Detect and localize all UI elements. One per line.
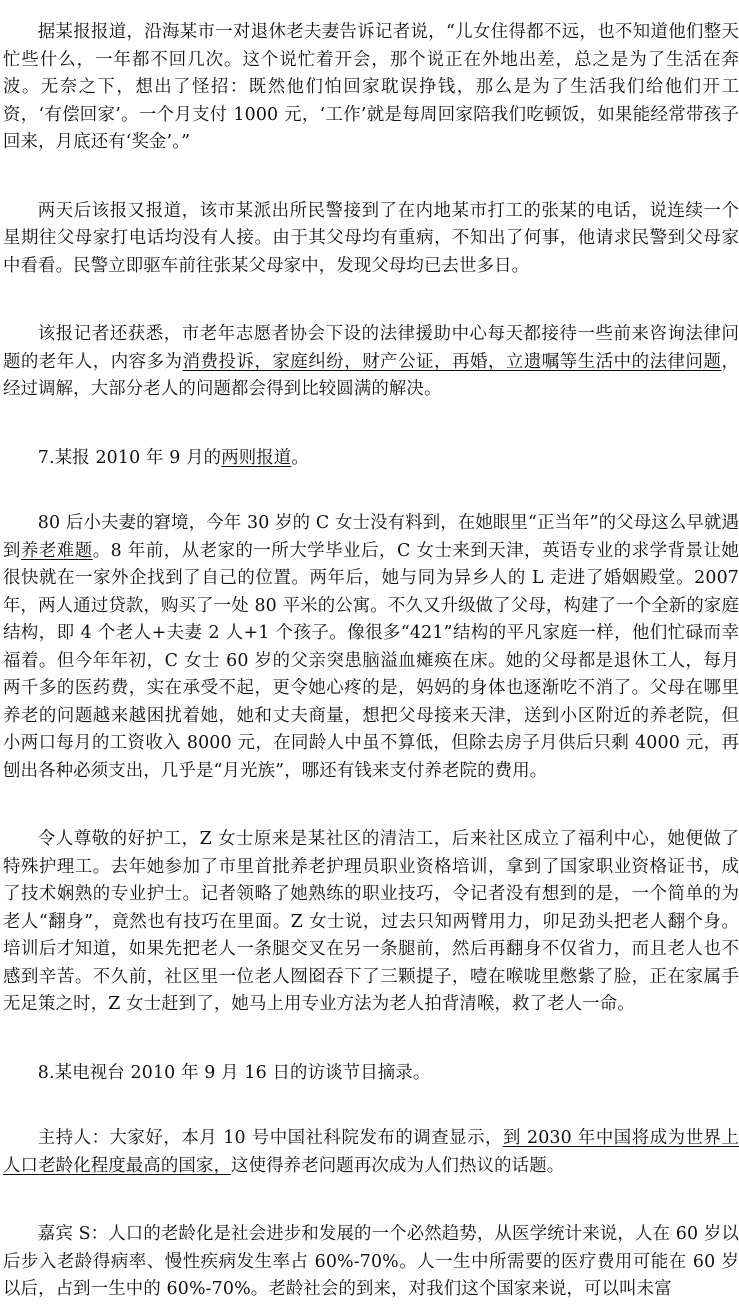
paragraph-5-text-b: 。8 年前，从老家的一所大学毕业后，C 女士来到天津，英语专业的求学背景让她很快就在一家外企找到了自己的位置。两年后，她与同为异乡人的 L 走进了婚姻殿堂。2007 年，两人通过贷款，购买了一处 80 平米的公寓。不久又升级做了父母，构建了一个全新的家庭结构，即 4 个老人+夫妻 2 人+1 个孩子。像很多“421”结构的平凡家庭一样，他们忙碌而幸福着。但今年年初，C 女士 60 岁的父亲突患脑溢血瘫痪在床。她的父母都是退休工人，每月两千多的医药费，实在承受不起，更令她心疼的是，妈妈的身体也逐渐吃不消了。父母在哪里养老的问题越来越困扰着她，她和丈夫商量，想把父母接来天津，送到小区附近的养老院，但小两口每月的工资收入 8000 元，在同龄人中虽不算低，但除去房子月供后只剩 4000 元，再刨出各种必须支出，几乎是“月光族”，哪还有钱来支付养老院的费用。 <box>3 540 739 781</box>
paragraph-3 <box>3 321 739 404</box>
paragraph-2: 两天后该报又报道，该市某派出所民警接到了在内地某市打工的张某的电话，说连续一个星期往父母家打电话均没有人接。由于其父母均有重病，不知出了何事，他请求民警到父母家中看看。民警立即驱车前往张某父母家中，发现父母均已去世多日。 <box>3 200 739 276</box>
section-7-underlined: 两则报道 <box>221 447 292 468</box>
paragraph-5-underlined: 养老难题 <box>20 540 93 561</box>
paragraph-9: 嘉宾 S：人口的老龄化是社会进步和发展的一个必然趋势，从医学统计来说，人在 60 岁以后步入老龄得病率、慢性疾病发生率占 60%-70%。人一生中所需要的医疗费用可能在 60 岁以后，占到一生中的 60%-70%。老龄社会的到来，对我们这个国家来说，可以叫未富 <box>3 1224 739 1299</box>
paragraph-3-text-b: ，经过调解，大部分老人的问题都会得到比较圆满的解决。 <box>3 351 739 399</box>
paragraph-3-underlined: 消费投诉，家庭纠纷，财产公证，再婚，立遗嘱等生活中的法律问题 <box>182 351 722 372</box>
paragraph-3-text-a: 该报记者还获悉，市老年志愿者协会下设的法律援助中心每天都接待一些前来咨询法律问题的老年人，内容多为 <box>3 324 739 372</box>
paragraph-5 <box>3 510 739 785</box>
paragraph-1: 据某报报道，沿海某市一对退休老夫妻告诉记者说，“儿女住得都不远，也不知道他们整天忙些什么，一年都不回几次。这个说忙着开会，那个说正在外地出差，总之是为了生活在奔波。无奈之下，想出了怪招：既然他们怕回家耽误挣钱，那么是为了生活我们给他们开工资，‘有偿回家’。一个月支付 1000 元，‘工作’就是每周回家陪我们吃顿饭，如果能经常带孩子回来，月底还有‘奖金’。” <box>3 22 739 152</box>
paragraph-8-underlined: 到 2030 年中国将成为世界上人口老龄化程度最高的国家， <box>3 1128 739 1176</box>
paragraph-6: 令人尊敬的好护工，Z 女士原来是某社区的清洁工，后来社区成立了福利中心，她便做了特殊护理工。去年她参加了市里首批养老护理员职业资格培训，拿到了国家职业资格证书，成了技术娴熟的专业护士。记者领略了她熟练的职业技巧，令记者没有想到的是，一个简单的为老人“翻身”，竟然也有技巧在里面。Z 女士说，过去只知两臂用力，卯足劲头把老人翻个身。培训后才知道，如果先把老人一条腿交叉在另一条腿前，然后再翻身不仅省力，而且老人也不感到辛苦。不久前，社区里一位老人囫囵吞下了三颗提子，噎在喉咙里憋紫了脸，正在家属手无足策之时，Z 女士赶到了，她马上用专业方法为老人拍背清喉，救了老人一命。 <box>3 829 739 1014</box>
section-8-heading: 8.某电视台 2010 年 9 月 16 日的访谈节目摘录。 <box>37 1062 431 1083</box>
paragraph-8-text-a: 主持人：大家好，本月 10 号中国社科院发布的调查显示， <box>37 1128 503 1148</box>
paragraph-8-text-b: 这使得养老问题再次成为人们热议的话题。 <box>231 1155 565 1176</box>
paragraph-8 <box>3 1125 739 1180</box>
section-7-heading <box>3 445 739 473</box>
section-7-text-b: 。 <box>291 447 309 468</box>
section-7-text-a: 7.某报 2010 年 9 月的 <box>37 447 222 468</box>
paragraph-5-text-a: 80 后小夫妻的窘境，今年 30 岁的 C 女士没有料到，在她眼里“正当年”的父母这么早就遇到 <box>3 513 739 561</box>
